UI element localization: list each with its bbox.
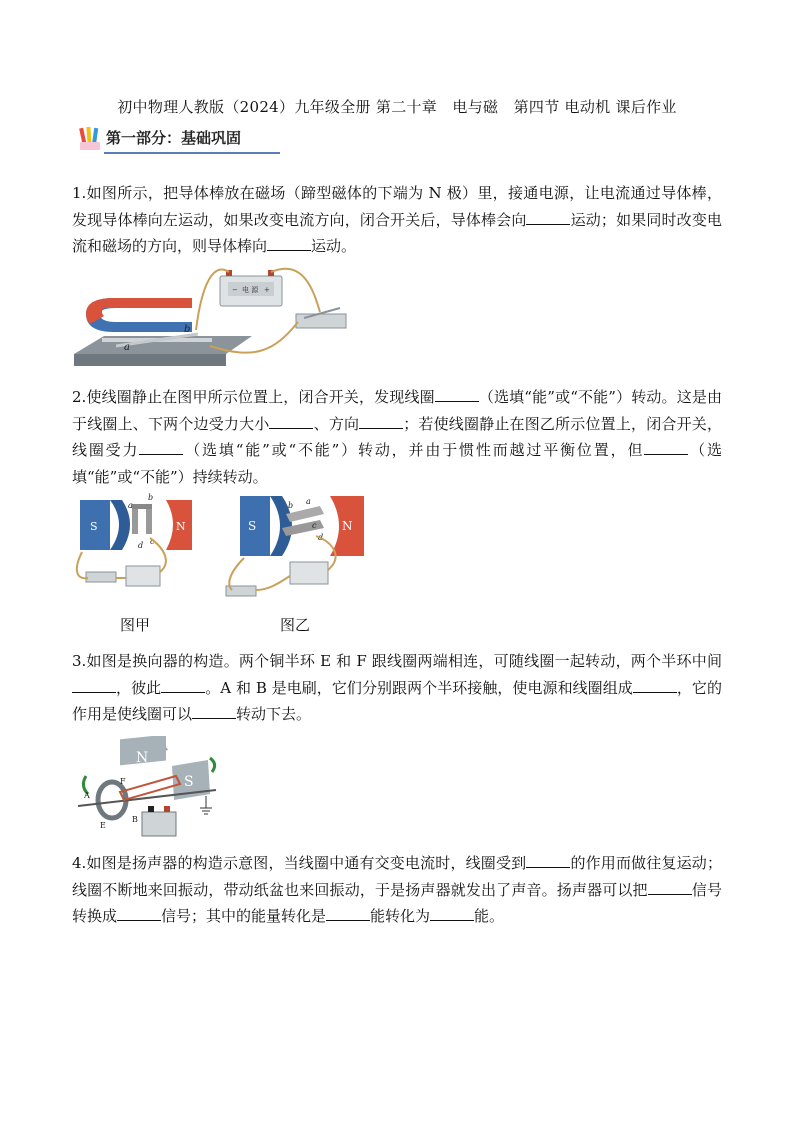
- answer-blank: [435, 387, 479, 402]
- answer-blank: [117, 906, 161, 921]
- svg-text:−: −: [232, 286, 238, 294]
- svg-text:S: S: [90, 520, 98, 533]
- question-3: 3.如图是换向器的构造。两个铜半环 E 和 F 跟线圈两端相连，可随线圈一起转动，两个半环中间，彼此 。A 和 B 是电刷，它们分别跟两个半环接触，使电源和线圈组成 ，它的作用是使线圈可以 转动下去。: [72, 652, 722, 723]
- answer-blank: [633, 678, 677, 693]
- section-underline: [104, 152, 280, 154]
- figure-2a-coil-motor: [72, 492, 202, 604]
- svg-text:b: b: [148, 493, 154, 502]
- answer-blank: [644, 440, 688, 455]
- figure-2b-coil-motor: [220, 492, 370, 604]
- answer-blank: [526, 210, 570, 225]
- svg-text:b: b: [184, 324, 191, 335]
- figure-2a-caption: 图甲: [120, 616, 151, 634]
- svg-text:c: c: [150, 537, 155, 546]
- svg-text:A: A: [84, 791, 90, 800]
- svg-text:a: a: [124, 342, 130, 353]
- page-header: 初中物理人教版（2024）九年级全册 第二十章 电与磁 第四节 电动机 课后作业: [117, 98, 677, 116]
- answer-blank: [267, 236, 311, 251]
- answer-blank: [161, 678, 205, 693]
- figure-3-commutator: [76, 736, 222, 846]
- answer-blank: [269, 414, 313, 429]
- svg-text:E: E: [100, 821, 106, 830]
- question-2: 2.使线圈静止在图甲所示位置上，闭合开关，发现线圈 （选填“能”或“不能”）转动。这是由于线圈上、下两个边受力大小 、方向 ；若使线圈静止在图乙所示位置上，闭合开关，线圈受力 （选填“能”或“不能”）转动，并由于惯性而越过平衡位置，但 （选填“能”或“不能”）持续转动。: [72, 388, 722, 486]
- svg-text:N: N: [176, 520, 186, 533]
- svg-text:F: F: [120, 777, 126, 786]
- svg-text:S: S: [184, 774, 194, 790]
- svg-text:B: B: [132, 815, 138, 824]
- section-title: 第一部分：基础巩固: [106, 129, 242, 147]
- answer-blank: [72, 678, 116, 693]
- answer-blank: [648, 880, 692, 895]
- pencil-icon: [78, 124, 102, 152]
- answer-blank: [526, 853, 570, 868]
- figure-1-magnet-circuit: [74, 262, 352, 370]
- answer-blank: [139, 440, 183, 455]
- answer-blank: [326, 906, 370, 921]
- svg-text:d: d: [318, 533, 324, 542]
- svg-text:c: c: [312, 521, 317, 530]
- svg-text:电 源: 电 源: [242, 286, 259, 294]
- answer-blank: [359, 414, 403, 429]
- svg-text:N: N: [342, 519, 353, 533]
- section-badge: [76, 122, 286, 162]
- svg-text:+: +: [264, 286, 270, 294]
- svg-text:S: S: [248, 519, 257, 533]
- svg-text:a: a: [306, 497, 311, 506]
- answer-blank: [192, 704, 236, 719]
- figure-2b-caption: 图乙: [280, 616, 311, 634]
- svg-text:a: a: [128, 501, 133, 510]
- question-1: 1.如图所示，把导体棒放在磁场（蹄型磁体的下端为 N 极）里，接通电源，让电流通过导体棒，发现导体棒向左运动，如果改变电流方向，闭合开关后，导体棒会向 运动；如果同时改变电流和磁场的方向，则导体棒向 运动。: [72, 184, 722, 255]
- svg-text:N: N: [136, 750, 149, 766]
- answer-blank: [430, 906, 474, 921]
- question-4: 4.如图是扬声器的构造示意图，当线圈中通有交变电流时，线圈受到 的作用而做往复运动；线圈不断地来回振动，带动纸盆也来回振动，于是扬声器就发出了声音。扬声器可以把 信号转换成 信号；其中的能量转化是 能转化为 能。: [72, 854, 722, 925]
- svg-text:b: b: [288, 501, 294, 510]
- svg-text:d: d: [138, 541, 144, 550]
